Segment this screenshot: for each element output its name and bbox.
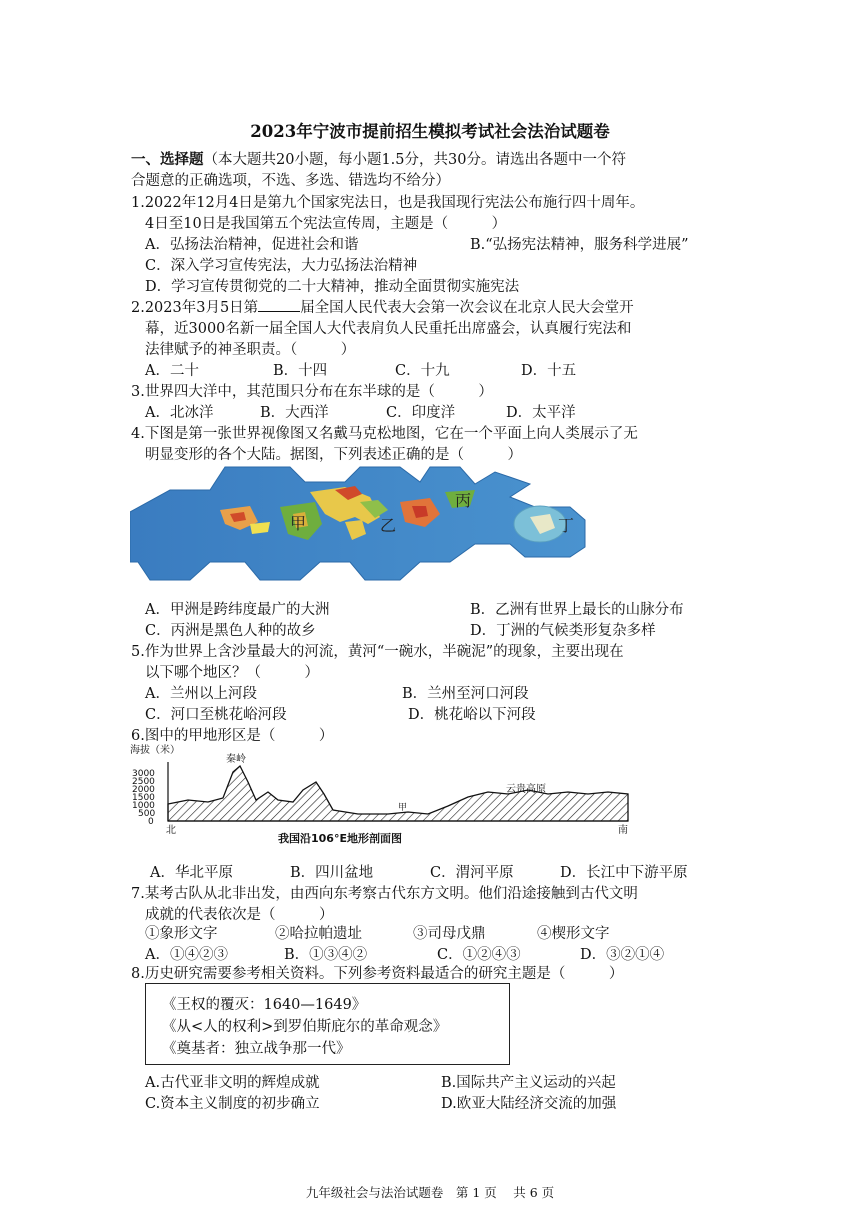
section-heading: 一、选择题 — [131, 151, 204, 168]
q7-item-2: ②哈拉帕遗址 — [275, 926, 362, 942]
q5-stem-1: 5.作为世界上含沙量最大的河流，黄河“一碗水，半碗泥”的现象，主要出现在 — [131, 644, 624, 660]
label-north: 北 — [166, 825, 176, 836]
page-title: 2023年宁波市提前招生模拟考试社会法治试题卷 — [250, 122, 610, 141]
q4-stem-1: 4.下图是第一张世界视像图又名戴马克松地图，它在一个平面上向人类展示了无 — [131, 426, 638, 442]
map-label-bing: 丙 — [455, 491, 472, 510]
q2-option-c: C．十九 — [395, 363, 450, 379]
q8-ref-2: 《从<人的权利>到罗伯斯庇尔的革命观念》 — [162, 1019, 448, 1035]
q1-stem-1: 1.2022年12月4日是第九个国家宪法日，也是我国现行宪法公布施行四十周年。 — [131, 195, 645, 211]
q6-option-a: A．华北平原 — [150, 865, 233, 881]
q7-item-1: ①象形文字 — [145, 926, 218, 942]
q1-option-d: D．学习宣传贯彻党的二十大精神，推动全面贯彻实施宪法 — [145, 279, 520, 295]
ytick-3000: 3000 — [132, 769, 155, 779]
profile-ylabel: 海拔（米） — [130, 745, 180, 756]
q8-option-d: D.欧亚大陆经济交流的加强 — [441, 1096, 617, 1112]
q5-option-d: D．桃花峪以下河段 — [408, 707, 536, 723]
q4-option-a: A．甲洲是跨纬度最广的大洲 — [145, 602, 330, 618]
q1-stem-2: 4日至10日是我国第五个宪法宣传周，主题是（ ） — [145, 216, 507, 232]
q8-option-a: A.古代亚非文明的辉煌成就 — [145, 1075, 320, 1091]
q7-item-3: ③司母戊鼎 — [413, 926, 486, 942]
section-note-2: 合题意的正确选项，不选、多选、错选均不给分） — [131, 173, 450, 189]
q7-stem-1: 7.某考古队从北非出发，由西向东考察古代东方文明。他们沿途接触到古代文明 — [131, 886, 638, 902]
q7-option-c: C．①②④③ — [437, 947, 521, 963]
q5-option-b: B．兰州至河口河段 — [402, 686, 529, 702]
q2-stem-2: 幕，近3000名新一届全国人大代表肩负人民重托出席盛会，认真履行宪法和 — [145, 321, 632, 337]
q8-option-c: C.资本主义制度的初步确立 — [145, 1096, 320, 1112]
ytick-1000: 1000 — [132, 801, 155, 811]
ytick-2500: 2500 — [132, 777, 155, 787]
label-south: 南 — [618, 825, 628, 836]
q1-option-c: C．深入学习宣传宪法，大力弘扬法治精神 — [145, 258, 418, 274]
profile-caption: 我国沿106°E地形剖面图 — [278, 832, 402, 845]
q3-option-b: B．大西洋 — [260, 405, 329, 421]
q6-option-d: D．长江中下游平原 — [560, 865, 688, 881]
label-qinling: 秦岭 — [226, 754, 246, 765]
q3-stem: 3.世界四大洋中，其范围只分布在东半球的是（ ） — [131, 384, 493, 400]
ytick-1500: 1500 — [132, 793, 155, 803]
q2-blank — [258, 299, 300, 312]
q4-option-b: B．乙洲有世界上最长的山脉分布 — [470, 602, 684, 618]
q5-option-c: C．河口至桃花峪河段 — [145, 707, 287, 723]
q4-option-d: D．丁洲的气候类形复杂多样 — [470, 623, 656, 639]
ytick-2000: 2000 — [132, 785, 155, 795]
q2-option-a: A．二十 — [145, 363, 199, 379]
q4-option-c: C．丙洲是黑色人种的故乡 — [145, 623, 316, 639]
map-label-jia: 甲 — [290, 514, 307, 533]
q1-option-a: A．弘扬法治精神，促进社会和谐 — [145, 237, 359, 253]
q3-option-a: A．北冰洋 — [145, 405, 214, 421]
q2-stem-1b: 届全国人民代表大会第一次会议在北京人民大会堂开 — [300, 300, 634, 316]
q8-ref-1: 《王权的覆灭：1640—1649》 — [162, 997, 367, 1013]
dymaxion-map — [130, 462, 590, 590]
q1-option-b: B.“弘扬宪法精神，服务科学进展” — [470, 237, 689, 253]
q2-stem-1 — [131, 296, 634, 317]
label-yungui: 云贵高原 — [506, 784, 546, 795]
q3-option-c: C．印度洋 — [386, 405, 456, 421]
q2-option-b: B．十四 — [273, 363, 328, 379]
section-note-1: （本大题共20小题，每小题1.5分，共30分。请选出各题中一个符 — [203, 152, 626, 168]
page-footer: 九年级社会与法治试题卷 第 1 页 共 6 页 — [305, 1185, 555, 1200]
q6-stem: 6.图中的甲地形区是（ ） — [131, 728, 334, 744]
q7-stem-2: 成就的代表依次是（ ） — [145, 907, 334, 923]
q8-stem: 8.历史研究需要参考相关资料。下列参考资料最适合的研究主题是（ ） — [131, 966, 624, 982]
map-label-ding: 丁 — [558, 516, 575, 535]
q8-ref-3: 《奠基者：独立战争那一代》 — [162, 1041, 351, 1057]
q2-option-d: D．十五 — [521, 363, 577, 379]
q2-stem-1a: 2.2023年3月5日第 — [131, 300, 259, 316]
q7-item-4: ④楔形文字 — [537, 926, 610, 942]
ytick-500: 500 — [138, 809, 156, 819]
q7-option-a: A．①④②③ — [145, 947, 228, 963]
section-heading-line1 — [131, 148, 626, 169]
map-label-yi: 乙 — [380, 516, 397, 535]
label-jia: 甲 — [398, 803, 408, 813]
q7-option-d: D．③②①④ — [580, 947, 665, 963]
q5-stem-2: 以下哪个地区？（ ） — [145, 665, 319, 681]
terrain-profile — [128, 742, 638, 848]
q2-stem-3: 法律赋予的神圣职责。（ ） — [145, 342, 356, 358]
ytick-0: 0 — [148, 817, 154, 827]
q6-option-b: B．四川盆地 — [290, 865, 374, 881]
q5-option-a: A．兰州以上河段 — [145, 686, 257, 702]
q6-option-c: C．渭河平原 — [430, 865, 514, 881]
q7-option-b: B．①③④② — [284, 947, 368, 963]
q3-option-d: D．太平洋 — [506, 405, 576, 421]
q4-stem-2: 明显变形的各个大陆。据图，下列表述正确的是（ ） — [145, 447, 522, 463]
profile-yticks — [132, 769, 155, 827]
q8-option-b: B.国际共产主义运动的兴起 — [441, 1075, 616, 1091]
